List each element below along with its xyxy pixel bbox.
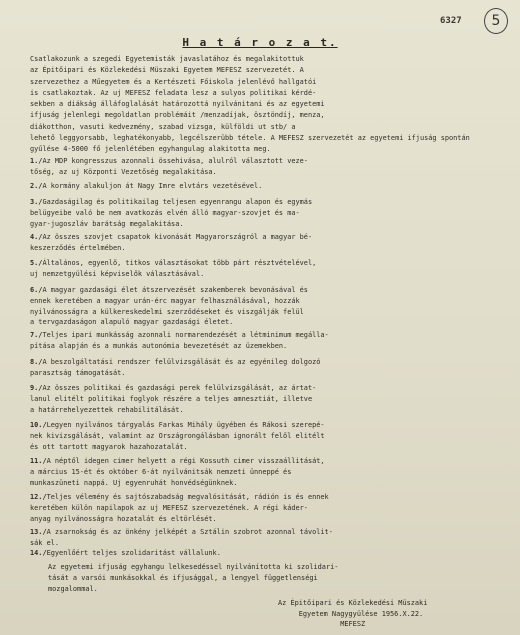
document-title: H a t á r o z a t. bbox=[182, 36, 338, 49]
demand-item: 12./Teljes vélemény és sajtószabadság megvalósitását, rádión is és ennek keretében külön napilapok az uj MEFESZ szervezetének. A régi káder- anyag nyilvánosságra hozatalát és eltörlését. bbox=[30, 493, 329, 523]
demand-item: 9./Az összes politikai és gazdasági perek felülvizsgálását, az ártat- lanul elitélt politikai foglyok részére a teljes amnesztiát, illetve a határrehelyezettek rehabilitálását. bbox=[30, 384, 317, 414]
archive-number: 6327 bbox=[440, 16, 462, 26]
demand-item: 7./Teljes ipari munkásság azonnali normarendezését a létminimum megálla- pítása alapján és a munkás autonómia bevezetését az üzemekben. bbox=[30, 331, 329, 350]
circled-page-number: 5 bbox=[484, 8, 508, 34]
demand-item: 5./Általános, egyenlő, titkos választásokat több párt résztvételével, uj nemzetgyülési képviselők választásával. bbox=[30, 259, 317, 278]
demand-item: 10./Legyen nyilvános tárgyalás Farkas Mihály ügyében és Rákosi szerepé- nek kivizsgálását, valamint az Országrongálásban ignorált felől elitélt és ott tartott magyarok hazahozatalát. bbox=[30, 421, 325, 451]
demand-item: 8./A beszolgáltatási rendszer felülvizsgálását és az egyénileg dolgozó parasztság támogatását. bbox=[30, 358, 321, 377]
demand-item: 4./Az összes szovjet csapatok kivonását Magyarországról a magyar bé- keszerződés értelmében. bbox=[30, 233, 313, 252]
closing-paragraph: Az egyetemi ifjuság egyhangu lelkesedéssel nyilvánította ki szolidari- tását a varsói munkásokkal és ifjusággal, a lengyel függetlenségi mozgalommal. bbox=[48, 563, 339, 593]
demand-item: 6./A magyar gazdasági élet átszervezését szakemberek bevonásával és ennek keretében a magyar urán-érc magyar felhasználásával, hozzák nyilvánosságra a külkereskedelmi szerződéseket és viszgálják felül a tervgazdaságon alapuló magyar gazdasági életet. bbox=[30, 286, 308, 327]
demand-item: 2./A kormány alakuljon át Nagy Imre elvtárs vezetésével. bbox=[30, 182, 263, 190]
demand-item: 3./Gazdaságilag és politikailag teljesen egyenrangu alapon és egymás belügyeibe való be nem avatkozás elvén álló magyar-szovjet és ma- gyar-jugoszláv barátság megalakitása. bbox=[30, 198, 313, 228]
demand-item: 13./A zsarnokság és az önkény jelképét a Sztálin szobrot azonnal távolit- sák el. bbox=[30, 528, 333, 547]
demand-item: 14./Egyenlőért teljes szolidaritást vállalunk. bbox=[30, 549, 221, 557]
signature-block: Az Épitőipari és Közlekedési Müszaki Egyetem Nagygyülése 1956.X.22. MEFESZ bbox=[278, 599, 428, 628]
demand-item: 11./A néptől idegen cimer helyett a régi Kossuth cimer visszaállitását, a március 15-ét és október 6-át nyilvánitsák nemzeti ünneppé és munkaszüneti nappá. Uj egyenruhát honvédségünknek. bbox=[30, 457, 325, 487]
demand-item: 1./Az MDP kongresszus azonnali össehivása, alulról választott veze- tőség, az uj Központi Vezetőség megalakitása. bbox=[30, 157, 308, 176]
intro-paragraph: Csatlakozunk a szegedi Egyetemisták javaslatához és megalakitottuk az Épitőipari és Közlekedési Müszaki Egyetem MEFESZ szervezetét. A szervezethez a Műegyetem és a Kertészeti Főiskola jelenlévő hallgatói is csatlakoztak. Az uj MEFESZ feladata lesz a sulyos politikai kérdé- sekben a diákság álláfoglalását határozottá nyilvánitani és az egyetemi ifjuság jelenlegi megoldatlan problémáit /menzadíjak, ösztöndíj, menza, diákotthon, vasuti kedvezmény, szabad vizsga, külföldi ut stb/ a lehető leggyorsabb, leghatékonyabb, legcélszerübb tétele. A MEFESZ szervezetét az egyetemi ifjuság spontán gyűlése 4-5000 fő jelenlétében egyhangulag alakitotta meg. bbox=[30, 55, 470, 154]
